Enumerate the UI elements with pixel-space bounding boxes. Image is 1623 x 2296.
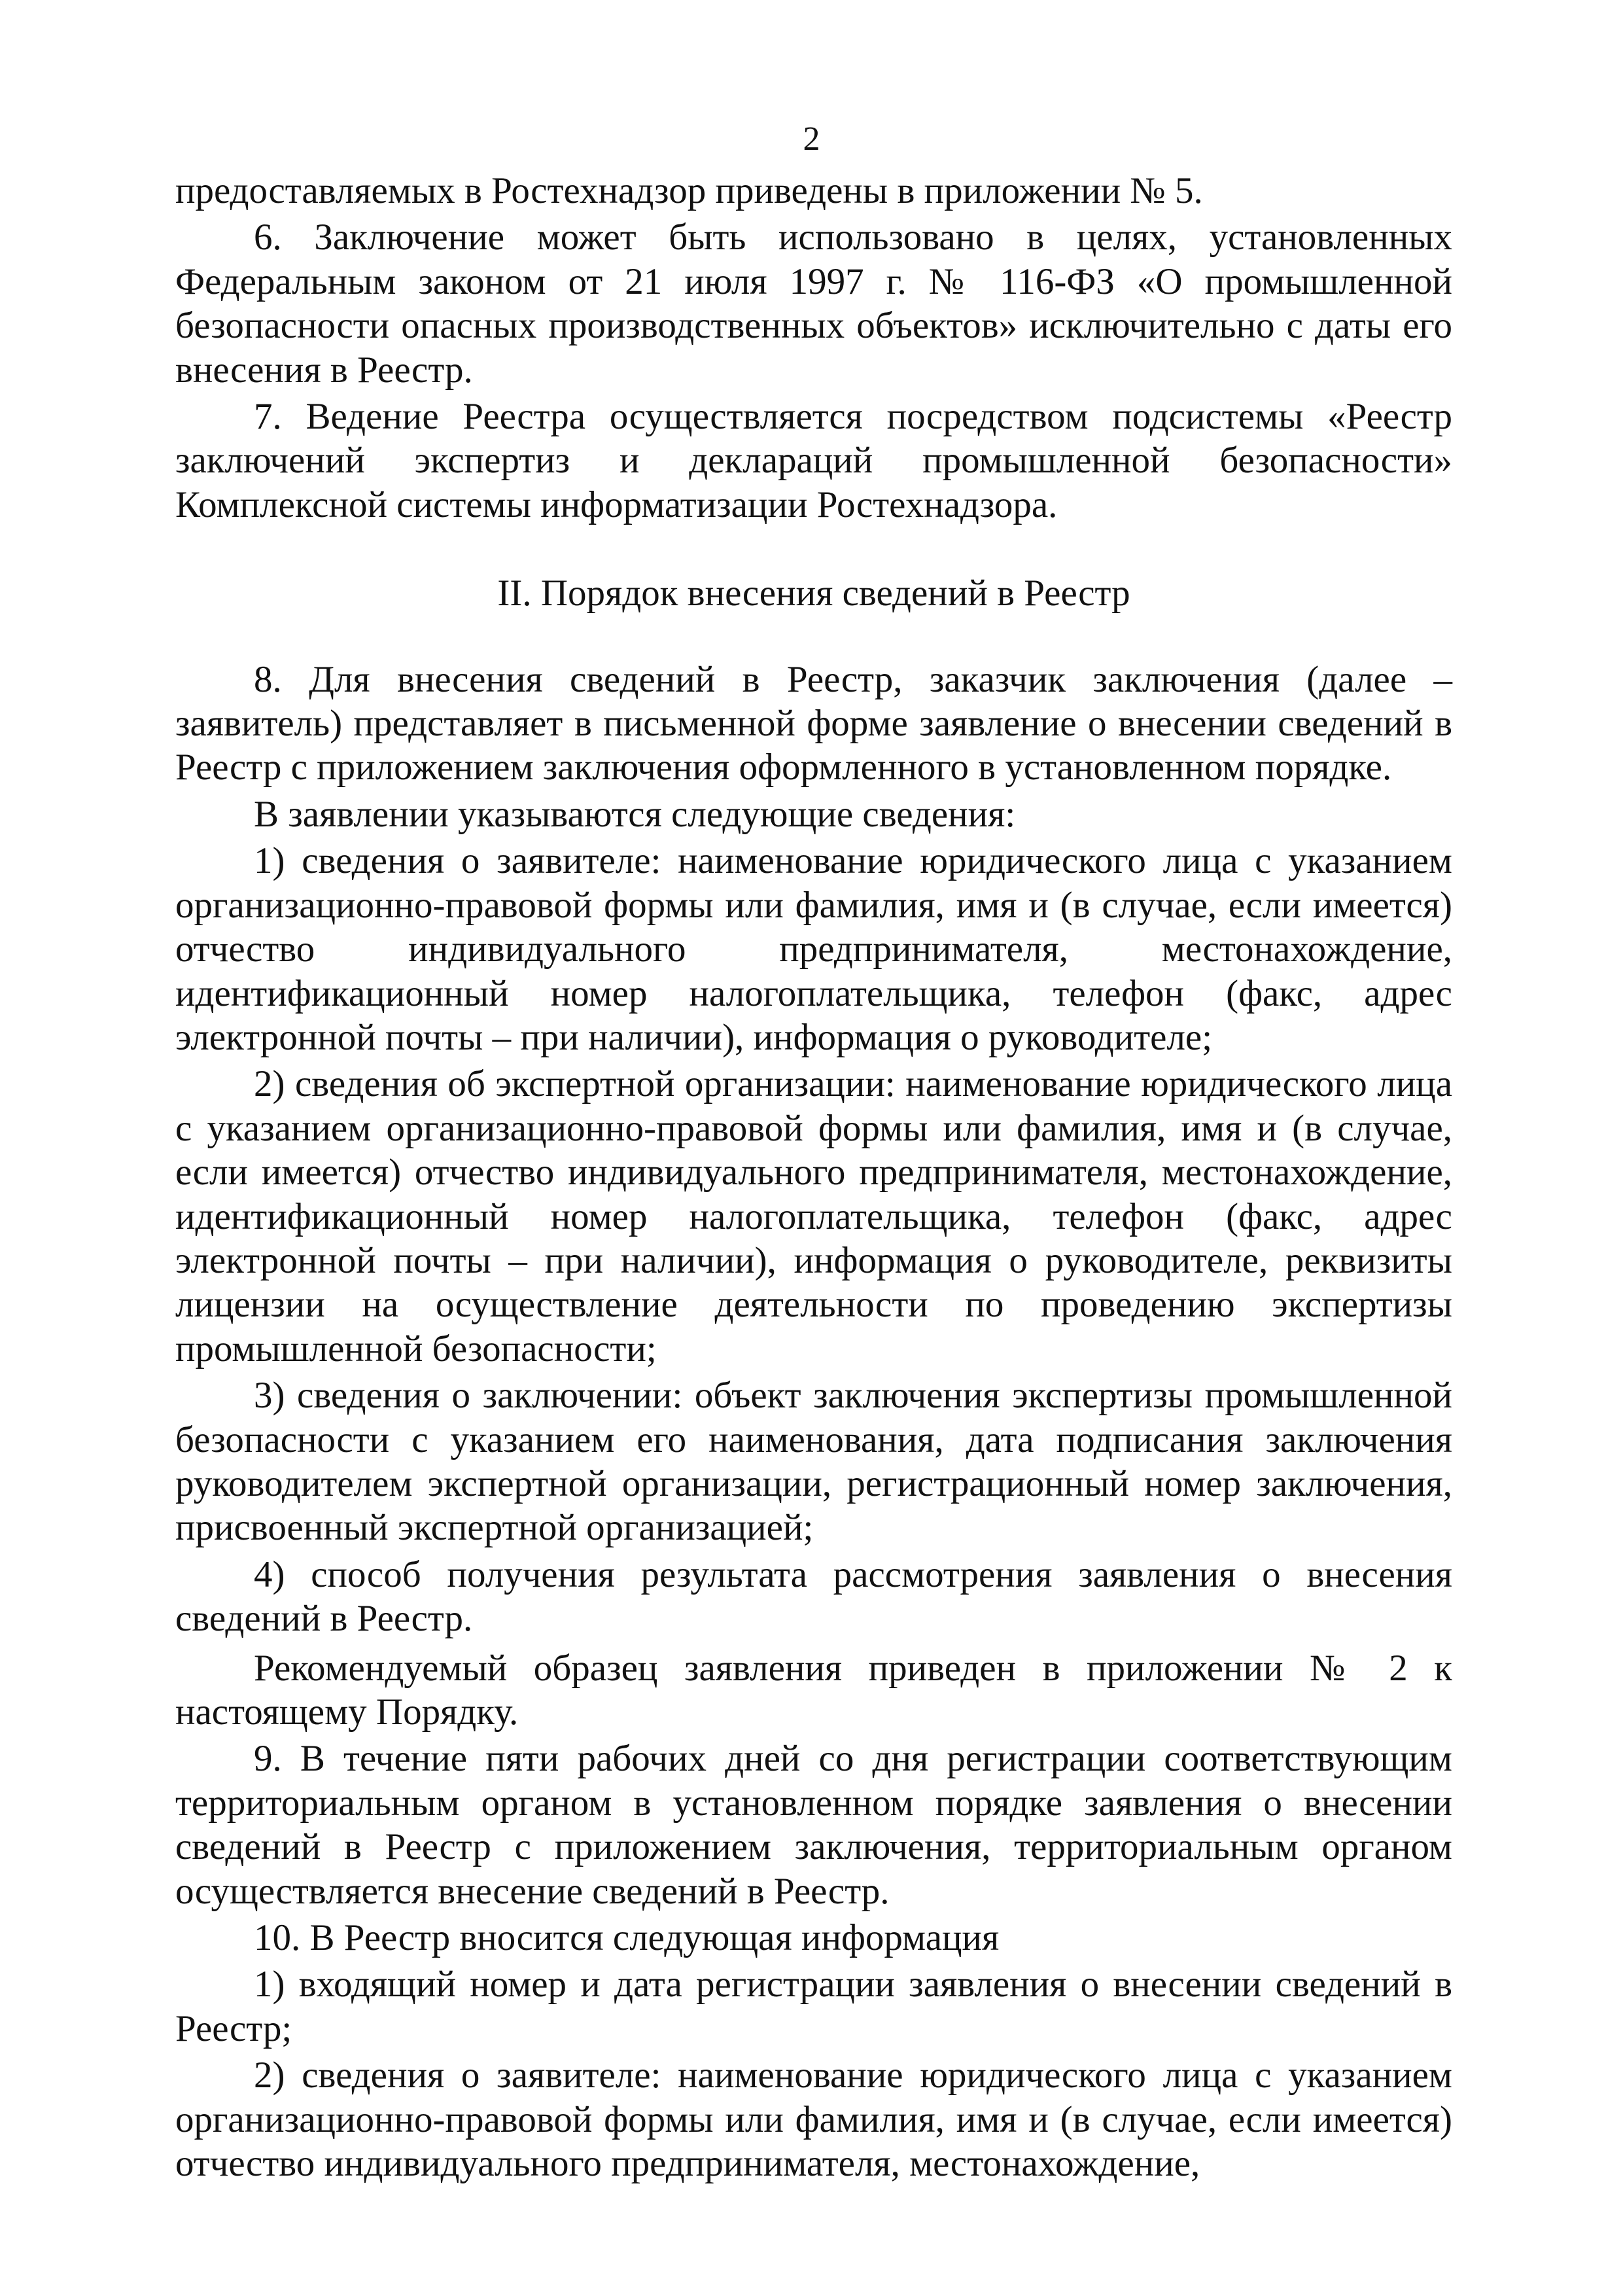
paragraph-item-8: 8. Для внесения сведений в Реестр, заказчик заключения (далее – заявитель) представляет в письменной форме заявление о внесении сведений в Реестр с приложением заключения оформленного в установленном порядке. <box>175 658 1452 788</box>
list-item-applicant-info: 1) сведения о заявителе: наименование юридического лица с указанием организационно-правовой формы или фамилия, имя и (в случае, если имеется) отчество индивидуального предпринимателя, местонахождение, идентификационный номер налогоплательщика, телефон (факс, адрес электронной почты – при наличии), информация о руководителе; <box>175 840 1452 1058</box>
paragraph-continuation: предоставляемых в Ростехнадзор приведены в приложении № 5. <box>175 170 1203 211</box>
list-item-applicant-info-2: 2) сведения о заявителе: наименование юридического лица с указанием организационно-правовой формы или фамилия, имя и (в случае, если имеется) отчество индивидуального предпринимателя, местонахождение, <box>175 2055 1452 2185</box>
paragraph-item-6: 6. Заключение может быть использовано в целях, установленных Федеральным законом от 21 июля 1997 г. № 116-ФЗ «О промышленной безопасности опасных производственных объектов» исключительно с даты его внесения в Реестр. <box>175 217 1452 391</box>
paragraph-item-7: 7. Ведение Реестра осуществляется посредством подсистемы «Реестр заключений экспертиз и деклараций промышленной безопасности» Комплексной системы информатизации Ростехнадзора. <box>175 396 1452 525</box>
list-item-result-method: 4) способ получения результата рассмотрения заявления о внесения сведений в Реестр. <box>175 1553 1452 1640</box>
section-heading: II. Порядок внесения сведений в Реестр <box>497 573 1130 614</box>
list-item-conclusion-info: 3) сведения о заключении: объект заключения экспертизы промышленной безопасности с указанием его наименования, дата подписания заключения руководителем экспертной организации, регистрационный номер заключения, присвоенный экспертной организацией; <box>175 1375 1452 1549</box>
paragraph-item-10: 10. В Реестр вносится следующая информация <box>254 1917 1000 1959</box>
paragraph-sample-form: Рекомендуемый образец заявления приведен в приложении № 2 к настоящему Порядку. <box>175 1647 1452 1733</box>
document-body <box>175 169 1452 2188</box>
paragraph-item-9: 9. В течение пяти рабочих дней со дня регистрации соответствующим территориальным органом в установленном порядке заявления о внесении сведений в Реестр с приложением заключения, территориальным органом осуществляется внесение сведений в Реестр. <box>175 1738 1452 1912</box>
paragraph-application-intro: В заявлении указываются следующие сведения: <box>254 793 1016 835</box>
list-item-registration-number: 1) входящий номер и дата регистрации заявления о внесении сведений в Реестр; <box>175 1964 1452 2049</box>
page-number: 2 <box>803 120 820 158</box>
list-item-expert-org-info: 2) сведения об экспертной организации: наименование юридического лица с указанием организационно-правовой формы или фамилия, имя и (в случае, если имеется) отчество индивидуального предпринимателя, местонахождение, идентификационный номер налогоплательщика, телефон (факс, адрес электронной почты – при наличии), информация о руководителе, реквизиты лицензии на осуществление деятельности по проведению экспертизы промышленной безопасности; <box>175 1063 1452 1369</box>
